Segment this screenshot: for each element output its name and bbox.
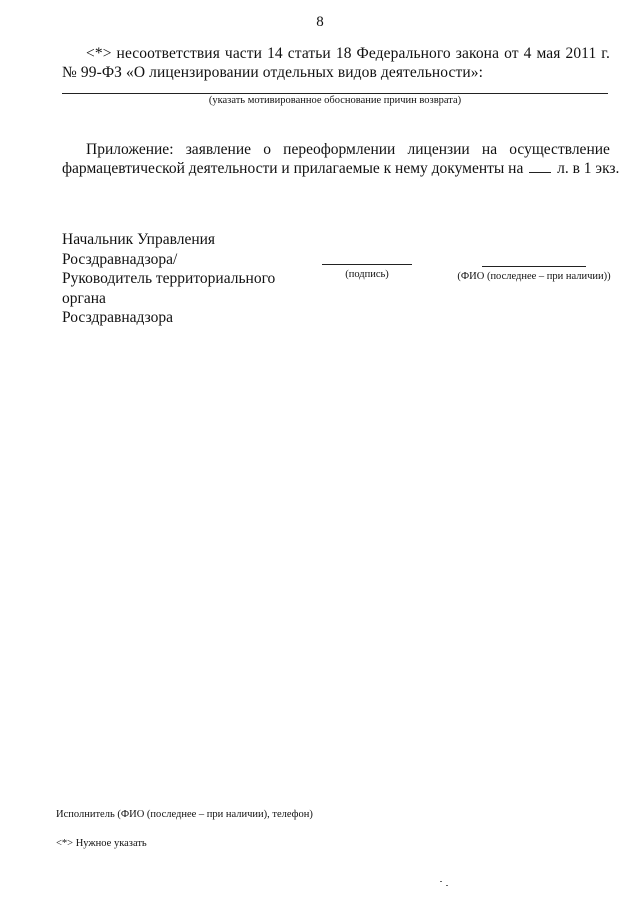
attachment-text-before: фармацевтической деятельности и прилагаемые к нему документы на	[62, 160, 524, 177]
signer-line-2: Руководитель территориального органа	[62, 270, 276, 307]
signer-title	[62, 230, 322, 328]
sheet-count-blank	[529, 160, 551, 173]
signature-caption: (подпись)	[345, 269, 389, 280]
attachment-word: переоформлении	[283, 141, 396, 158]
page-number: 8	[316, 14, 324, 30]
attachment-word: заявление	[185, 141, 252, 158]
attachment-word: лицензии	[407, 141, 470, 158]
reason-caption: (указать мотивированное обоснование причин возврата)	[208, 95, 462, 106]
attachment-text-after: л. в 1 экз.	[557, 160, 620, 177]
footnote-required: <*> Нужное указать	[56, 838, 147, 849]
attachment-line-2	[62, 159, 620, 178]
attachment-word: осуществление	[509, 141, 610, 158]
attachment-word: Приложение:	[86, 141, 174, 158]
fio-blank-line	[482, 266, 586, 267]
reason-blank-line	[62, 93, 608, 94]
attachment-block	[62, 140, 620, 178]
executor-line: Исполнитель (ФИО (последнее – при наличии), телефон)	[56, 809, 313, 820]
attachment-line-1	[62, 140, 610, 159]
fio-caption: (ФИО (последнее – при наличии))	[457, 271, 611, 282]
scan-artifact	[440, 881, 442, 882]
return-reason-text: <*> несоответствия части 14 статьи 18 Федерального закона от 4 мая 2011 г. № 99-ФЗ «О лицензировании отдельных видов деятельности»:	[62, 45, 610, 81]
attachment-word: о	[263, 141, 271, 158]
signer-line-3: Росздравнадзора	[62, 309, 173, 326]
signature-blank-line	[322, 264, 412, 265]
scan-artifact	[446, 885, 448, 886]
attachment-word: на	[481, 141, 498, 158]
signer-line-1: Начальник Управления Росздравнадзора/	[62, 231, 216, 268]
